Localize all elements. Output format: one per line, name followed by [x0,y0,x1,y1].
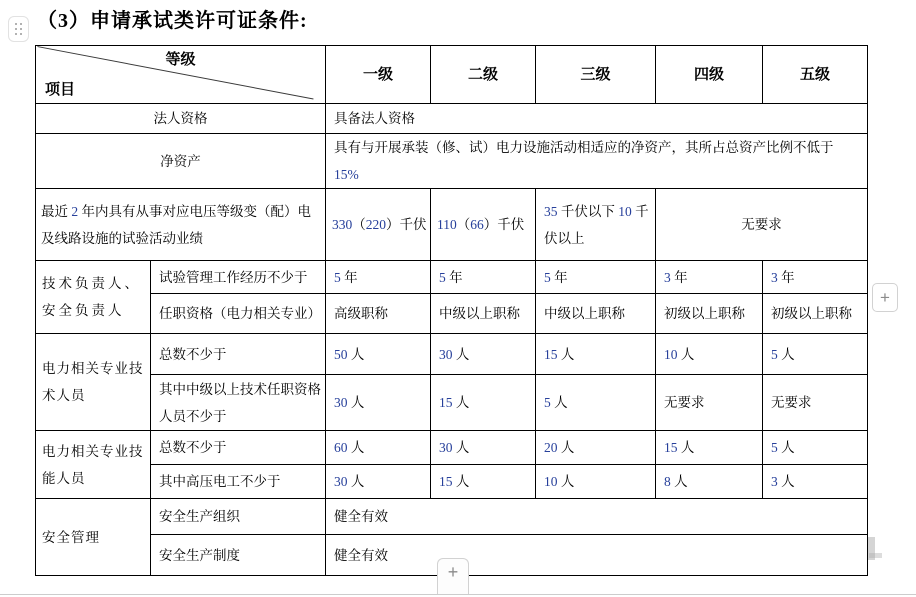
cell-skill-total-l2[interactable]: 30 人 [431,431,536,465]
cell-skill-total-l1[interactable]: 60 人 [326,431,431,465]
cell-tech-mid-label[interactable]: 其中中级以上技术任职资格人员不少于 [151,375,326,431]
cell-tech-mid-l3[interactable]: 5 人 [536,375,656,431]
cell-safety-org-label[interactable]: 安全生产组织 [151,499,326,535]
cell-leaders-exp-l3[interactable]: 5 年 [536,261,656,294]
table-row [36,375,868,431]
cell-skill-hv-l4[interactable]: 8 人 [656,465,763,499]
cell-safety-sys-label[interactable]: 安全生产制度 [151,535,326,576]
permit-conditions-table [35,45,868,576]
cell-leaders-title-label[interactable]: 任职资格（电力相关专业） [151,294,326,334]
corner-header-cell[interactable] [36,46,326,104]
cell-leaders-title-l2[interactable]: 中级以上职称 [431,294,536,334]
watermark-fragment [867,537,875,560]
cell-tech-total-l2[interactable]: 30 人 [431,334,536,375]
add-row-button[interactable] [437,558,469,594]
drag-handle[interactable] [8,16,29,42]
cell-assets-value[interactable]: 具有与开展承装（修、试）电力设施活动相适应的净资产，其所占总资产比例不低于 15% [326,134,868,189]
cell-tech-mid-l5[interactable]: 无要求 [763,375,868,431]
cell-assets-label[interactable]: 净资产 [36,134,326,189]
cell-leaders-title-l4[interactable]: 初级以上职称 [656,294,763,334]
add-column-button[interactable] [872,283,898,312]
cell-leaders-exp-l5[interactable]: 3 年 [763,261,868,294]
cell-tech-mid-l4[interactable]: 无要求 [656,375,763,431]
cell-tech-mid-l2[interactable]: 15 人 [431,375,536,431]
cell-skill-hv-l5[interactable]: 3 人 [763,465,868,499]
cell-performance-l45[interactable]: 无要求 [656,189,868,261]
cell-performance-l1[interactable]: 330（220）千伏 [326,189,431,261]
level-header-5[interactable]: 五级 [763,46,868,104]
cell-tech-total-l3[interactable]: 15 人 [536,334,656,375]
table-row [36,134,868,189]
cell-skill-hv-label[interactable]: 其中高压电工不少于 [151,465,326,499]
page-break-line [0,594,916,595]
cell-skill-total-l5[interactable]: 5 人 [763,431,868,465]
cell-tech-total-l1[interactable]: 50 人 [326,334,431,375]
cell-group-safety[interactable]: 安全管理 [36,499,151,576]
cell-legal-value[interactable]: 具备法人资格 [326,104,868,134]
table-row [36,189,868,261]
cell-group-skill-staff[interactable]: 电力相关专业技能人员 [36,431,151,499]
cell-safety-org-value[interactable]: 健全有效 [326,499,868,535]
cell-skill-total-label[interactable]: 总数不少于 [151,431,326,465]
table-row [36,431,868,465]
level-header-3[interactable]: 三级 [536,46,656,104]
plus-icon: + [880,287,890,307]
table-row [36,499,868,535]
cell-safety-sys-value[interactable]: 健全有效 [326,535,868,576]
cell-legal-label[interactable]: 法人资格 [36,104,326,134]
cell-skill-total-l3[interactable]: 20 人 [536,431,656,465]
table-header-row [36,46,868,104]
cell-leaders-title-l5[interactable]: 初级以上职称 [763,294,868,334]
cell-leaders-exp-l1[interactable]: 5 年 [326,261,431,294]
cell-leaders-exp-l4[interactable]: 3 年 [656,261,763,294]
cell-tech-mid-l1[interactable]: 30 人 [326,375,431,431]
cell-group-tech-staff[interactable]: 电力相关专业技术人员 [36,334,151,431]
cell-leaders-title-l1[interactable]: 高级职称 [326,294,431,334]
table-row [36,261,868,294]
cell-leaders-title-l3[interactable]: 中级以上职称 [536,294,656,334]
table-row [36,294,868,334]
cell-skill-hv-l2[interactable]: 15 人 [431,465,536,499]
cell-performance-l2[interactable]: 110（66）千伏 [431,189,536,261]
table-row [36,465,868,499]
cell-group-leaders[interactable]: 技术负责人、安全负责人 [36,261,151,334]
cell-performance-l3[interactable]: 35 千伏以下 10 千伏以上 [536,189,656,261]
grip-dots-icon [15,23,22,36]
level-header-2[interactable]: 二级 [431,46,536,104]
page-title: （3）申请承试类许可证条件: [37,10,308,32]
level-header-1[interactable]: 一级 [326,46,431,104]
cell-leaders-exp-l2[interactable]: 5 年 [431,261,536,294]
cell-skill-hv-l3[interactable]: 10 人 [536,465,656,499]
corner-item-label: 项目 [45,82,76,98]
cell-leaders-exp-label[interactable]: 试验管理工作经历不少于 [151,261,326,294]
cell-skill-hv-l1[interactable]: 30 人 [326,465,431,499]
cell-skill-total-l4[interactable]: 15 人 [656,431,763,465]
cell-tech-total-l4[interactable]: 10 人 [656,334,763,375]
corner-level-label: 等级 [165,52,196,68]
cell-tech-total-l5[interactable]: 5 人 [763,334,868,375]
plus-icon: + [447,562,459,582]
table-row [36,334,868,375]
table-row [36,104,868,134]
cell-tech-total-label[interactable]: 总数不少于 [151,334,326,375]
level-header-4[interactable]: 四级 [656,46,763,104]
cell-performance-label[interactable]: 最近 2 年内具有从事对应电压等级变（配）电及线路设施的试验活动业绩 [36,189,326,261]
